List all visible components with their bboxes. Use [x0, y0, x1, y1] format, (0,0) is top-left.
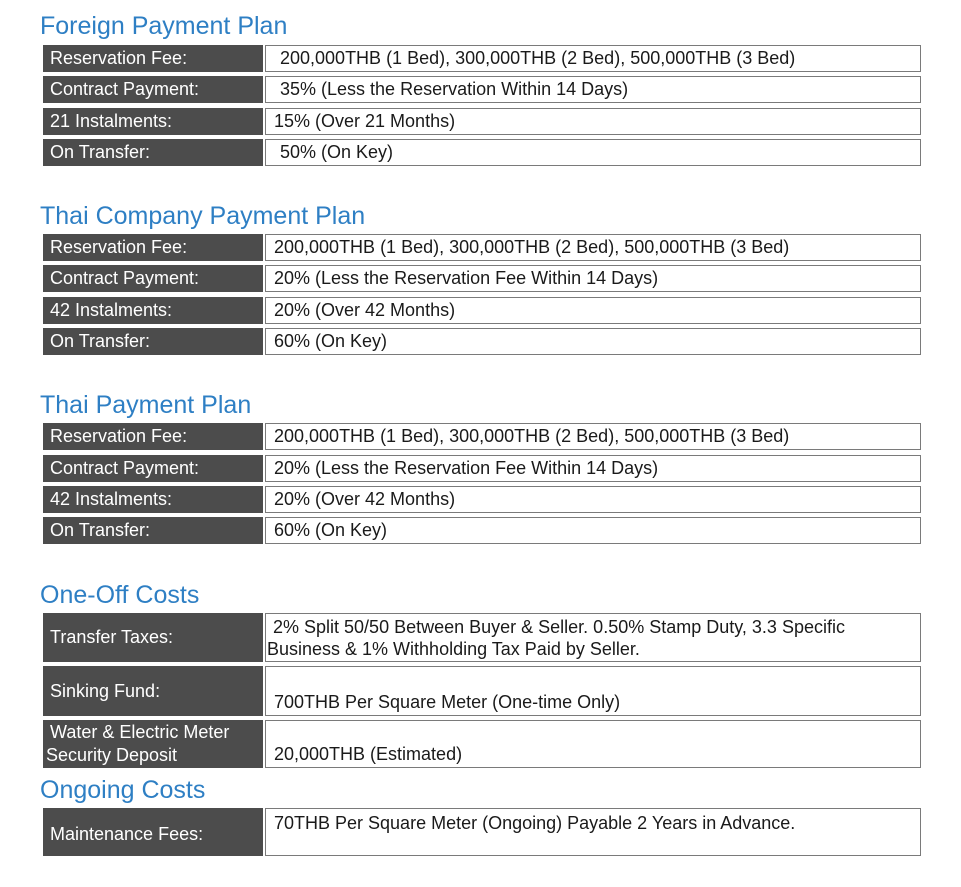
row-value-contract-payment: 20% (Less the Reservation Fee Within 14 Days) — [265, 455, 921, 482]
row-label-meter-deposit — [43, 720, 263, 768]
row-value-reservation-fee: 200,000THB (1 Bed), 300,000THB (2 Bed), 500,000THB (3 Bed) — [265, 234, 921, 261]
section-title-ongoing-costs: Ongoing Costs — [40, 776, 206, 804]
section-title-thai-company-payment-plan: Thai Company Payment Plan — [40, 202, 366, 230]
row-label-contract-payment: Contract Payment: — [43, 455, 263, 482]
row-value-reservation-fee: 200,000THB (1 Bed), 300,000THB (2 Bed), 500,000THB (3 Bed) — [265, 423, 921, 450]
value-line: Business & 1% Withholding Tax Paid by Seller. — [267, 639, 640, 659]
row-label-on-transfer: On Transfer: — [43, 517, 263, 544]
value-line: 2% Split 50/50 Between Buyer & Seller. 0.50% Stamp Duty, 3.3 Specific — [273, 617, 845, 637]
row-label-reservation-fee: Reservation Fee: — [43, 423, 263, 450]
row-label-contract-payment: Contract Payment: — [43, 265, 263, 292]
row-value-on-transfer: 60% (On Key) — [265, 517, 921, 544]
row-value-instalments: 15% (Over 21 Months) — [265, 108, 921, 135]
row-label-on-transfer: On Transfer: — [43, 139, 263, 166]
row-value-on-transfer: 60% (On Key) — [265, 328, 921, 355]
row-value-contract-payment: 20% (Less the Reservation Fee Within 14 Days) — [265, 265, 921, 292]
row-value-reservation-fee: 200,000THB (1 Bed), 300,000THB (2 Bed), 500,000THB (3 Bed) — [265, 45, 921, 72]
row-value-contract-payment: 35% (Less the Reservation Within 14 Days) — [265, 76, 921, 103]
row-value-instalments: 20% (Over 42 Months) — [265, 486, 921, 513]
row-label-reservation-fee: Reservation Fee: — [43, 45, 263, 72]
label-line: Water & Electric Meter — [50, 722, 230, 742]
row-label-instalments: 21 Instalments: — [43, 108, 263, 135]
row-label-contract-payment: Contract Payment: — [43, 76, 263, 103]
row-label-instalments: 42 Instalments: — [43, 297, 263, 324]
row-value-transfer-taxes — [265, 613, 921, 662]
row-label-sinking-fund: Sinking Fund: — [43, 666, 263, 716]
row-label-instalments: 42 Instalments: — [43, 486, 263, 513]
row-value-instalments: 20% (Over 42 Months) — [265, 297, 921, 324]
row-value-sinking-fund: 700THB Per Square Meter (One-time Only) — [265, 666, 921, 716]
row-label-reservation-fee: Reservation Fee: — [43, 234, 263, 261]
row-label-maintenance-fees: Maintenance Fees: — [43, 808, 263, 856]
section-title-foreign-payment-plan: Foreign Payment Plan — [40, 12, 288, 40]
row-value-on-transfer: 50% (On Key) — [265, 139, 921, 166]
row-value-maintenance-fees: 70THB Per Square Meter (Ongoing) Payable 2 Years in Advance. — [265, 808, 921, 856]
label-line: Security Deposit — [46, 745, 178, 765]
row-label-transfer-taxes: Transfer Taxes: — [43, 613, 263, 662]
section-title-one-off-costs: One-Off Costs — [40, 581, 200, 609]
section-title-thai-payment-plan: Thai Payment Plan — [40, 391, 252, 419]
row-label-on-transfer: On Transfer: — [43, 328, 263, 355]
row-value-meter-deposit: 20,000THB (Estimated) — [265, 720, 921, 768]
